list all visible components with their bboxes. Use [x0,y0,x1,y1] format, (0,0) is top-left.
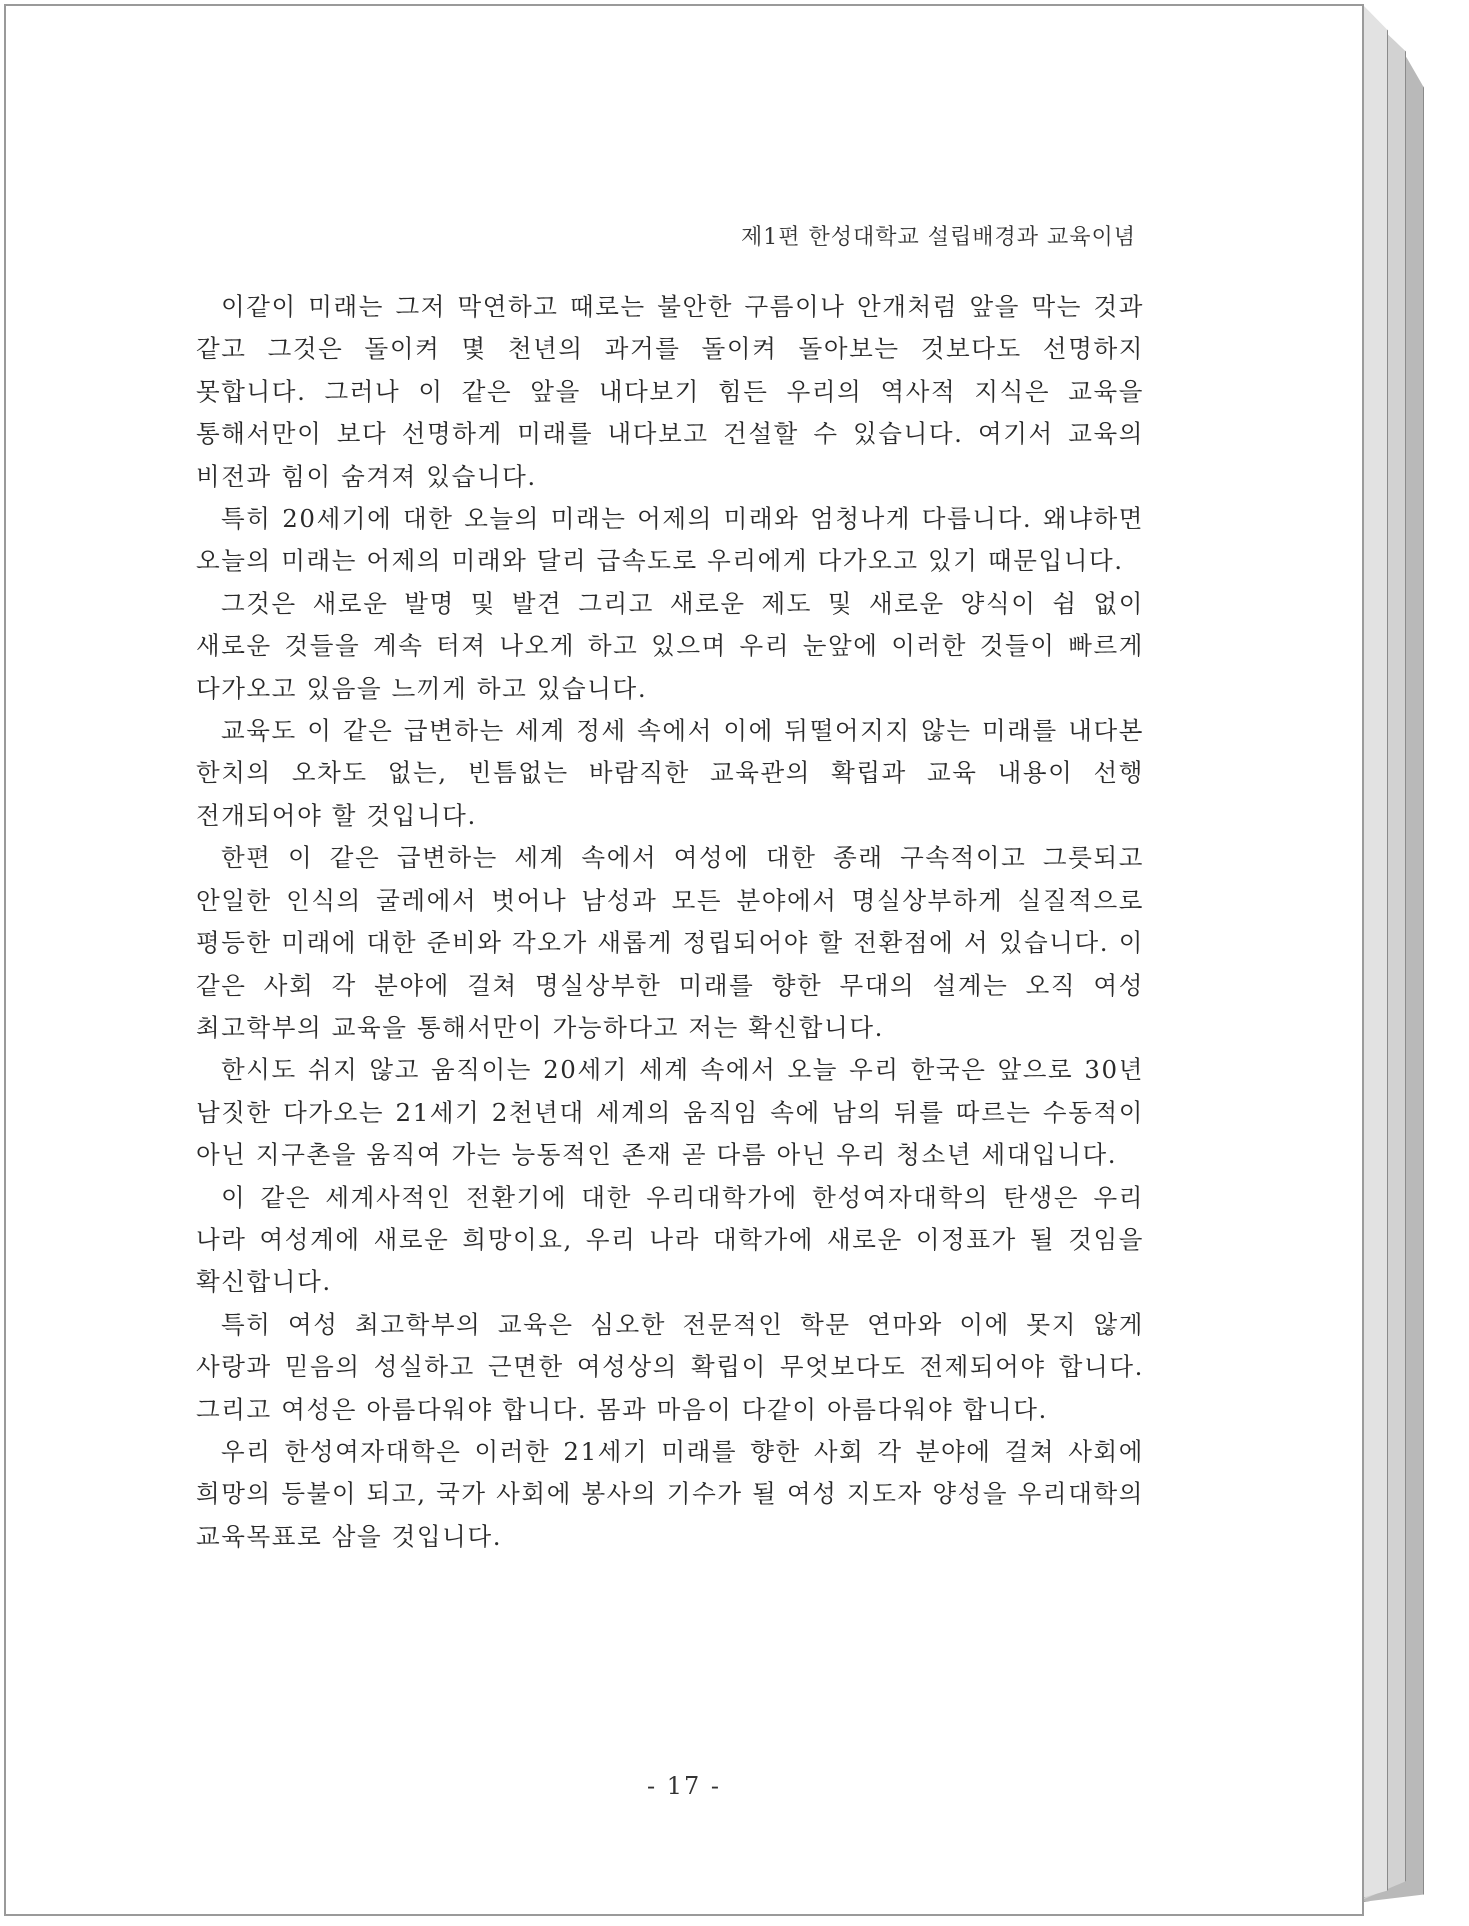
paragraph: 이같이 미래는 그저 막연하고 때로는 불안한 구름이나 안개처럼 앞을 막는 것과 같고 그것은 돌이켜 몇 천년의 과거를 돌이켜 돌아보는 것보다도 선명하지 못합니다. 그러나 이 같은 앞을 내다보기 힘든 우리의 역사적 지식은 교육을 통해서만이 보다 선명하게 미래를 내다보고 건설할 수 있습니다. 여기서 교육의 비전과 힘이 숨겨져 있습니다. [196,292,1144,491]
paragraph: 이 같은 세계사적인 전환기에 대한 우리대학가에 한성여자대학의 탄생은 우리 나라 여성계에 새로운 희망이요, 우리 나라 대학가에 새로운 이정표가 될 것임을 확신합니다. [196,1182,1144,1297]
document-page [4,4,1364,1916]
running-header: 제1편 한성대학교 설립배경과 교육이념 [740,225,1136,250]
body-text [196,286,1144,1558]
paragraph: 한시도 쉬지 않고 움직이는 20세기 세계 속에서 오늘 우리 한국은 앞으로 30년 남짓한 다가오는 21세기 2천년대 세계의 움직임 속에 남의 뒤를 따르는 수동적이 아닌 지구촌을 움직여 가는 능동적인 존재 곧 다름 아닌 우리 청소년 세대입니다. [196,1055,1144,1170]
page-number: - 17 - [646,1772,721,1800]
paragraph: 한편 이 같은 급변하는 세계 속에서 여성에 대한 종래 구속적이고 그릇되고 안일한 인식의 굴레에서 벗어나 남성과 모든 분야에서 명실상부하게 실질적으로 평등한 미래에 대한 준비와 각오가 새롭게 정립되어야 할 전환점에 서 있습니다. 이 같은 사회 각 분야에 걸쳐 명실상부한 미래를 향한 무대의 설계는 오직 여성 최고학부의 교육을 통해서만이 가능하다고 저는 확신합니다. [196,843,1144,1042]
paragraph: 그것은 새로운 발명 및 발견 그리고 새로운 제도 및 새로운 양식이 쉼 없이 새로운 것들을 계속 터져 나오게 하고 있으며 우리 눈앞에 이러한 것들이 빠르게 다가오고 있음을 느끼게 하고 있습니다. [196,588,1144,703]
paragraph: 우리 한성여자대학은 이러한 21세기 미래를 향한 사회 각 분야에 걸쳐 사회에 희망의 등불이 되고, 국가 사회에 봉사의 기수가 될 여성 지도자 양성을 우리대학의 교육목표로 삼을 것입니다. [196,1436,1144,1551]
page-stack-edge [1362,4,1388,1898]
paragraph: 교육도 이 같은 급변하는 세계 정세 속에서 이에 뒤떨어지지 않는 미래를 내다본 한치의 오차도 없는, 빈틈없는 바람직한 교육관의 확립과 교육 내용이 선행 전개되어야 할 것입니다. [196,716,1144,830]
paragraph: 특히 여성 최고학부의 교육은 심오한 전문적인 학문 연마와 이에 못지 않게 사랑과 믿음의 성실하고 근면한 여성상의 확립이 무엇보다도 전제되어야 합니다. 그리고 여성은 아름다워야 합니다. 몸과 마음이 다같이 아름다워야 합니다. [196,1309,1144,1424]
paragraph: 특히 20세기에 대한 오늘의 미래는 어제의 미래와 엄청나게 다릅니다. 왜냐하면 오늘의 미래는 어제의 미래와 달리 급속도로 우리에게 다가오고 있기 때문입니다. [196,504,1144,576]
